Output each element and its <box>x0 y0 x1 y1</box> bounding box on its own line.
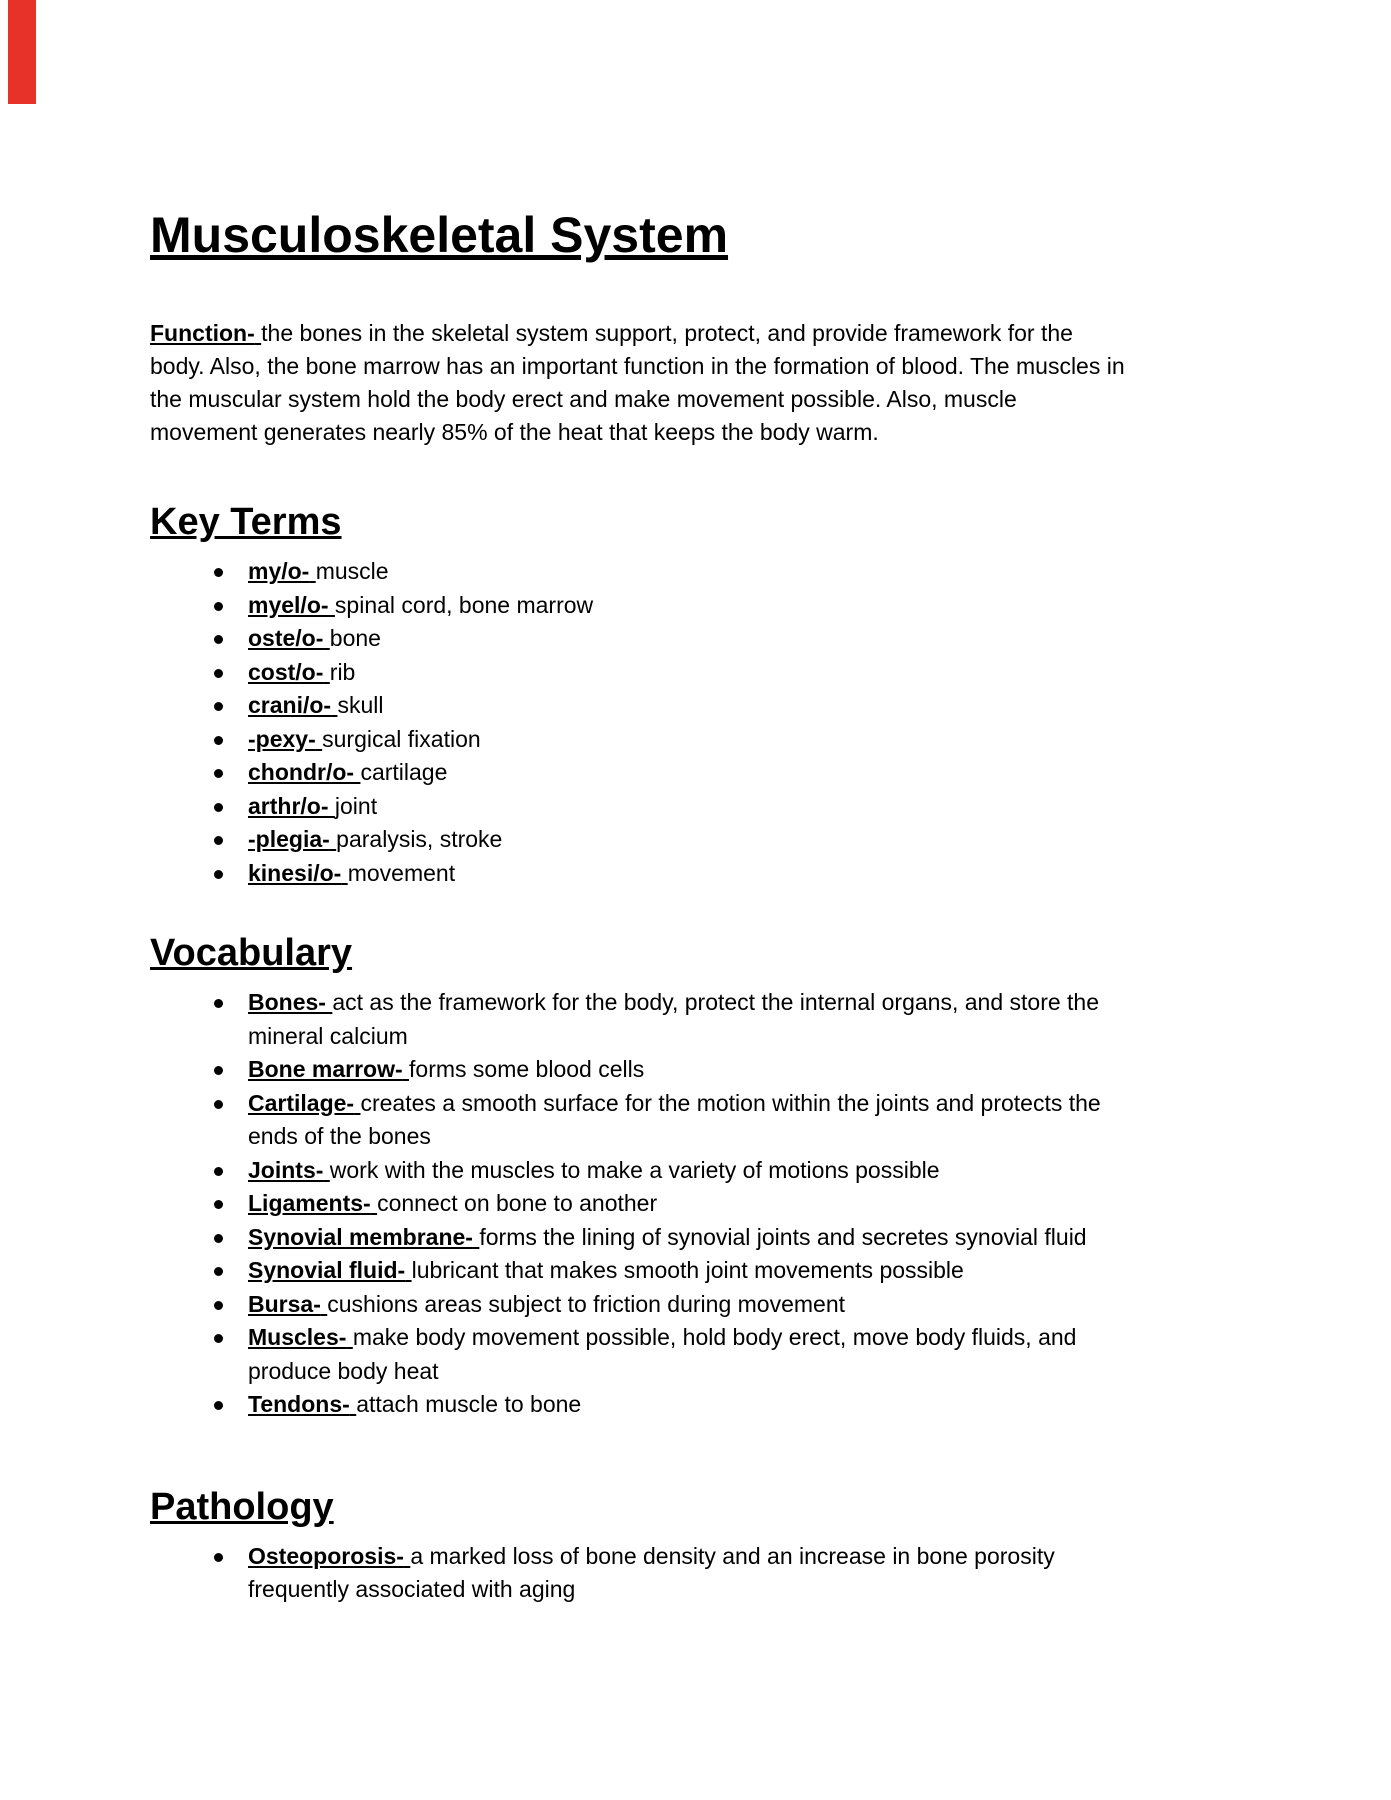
definition-text: surgical fixation <box>322 725 481 752</box>
definition-text: rib <box>329 658 356 685</box>
section <box>150 930 1361 1422</box>
term-label: Tendons- <box>248 1391 350 1417</box>
definition-text: make body movement possible, hold body erect, move body fluids, and <box>352 1324 1077 1350</box>
list-item <box>212 1540 1361 1607</box>
sections-container <box>150 499 1361 1607</box>
section <box>150 1484 1361 1607</box>
definition-text: cushions areas subject to friction during movement <box>327 1290 846 1317</box>
list-item <box>212 689 1361 723</box>
list-item <box>212 1288 1361 1322</box>
list-item <box>212 1254 1361 1288</box>
term-label: oste/o- <box>248 625 324 651</box>
list-item <box>212 1154 1361 1188</box>
list-item <box>212 1053 1361 1087</box>
definition-text: skull <box>337 692 384 718</box>
definition-text: movement <box>347 859 456 886</box>
definition-text: forms the lining of synovial joints and secretes synovial fluid <box>479 1223 1087 1250</box>
term-label: cost/o- <box>248 658 324 685</box>
definition-text: work with the muscles to make a variety of motions possible <box>329 1156 940 1183</box>
definition-text: joint <box>334 792 378 819</box>
list-item <box>212 756 1361 790</box>
list-item <box>212 857 1361 891</box>
definition-text: forms some blood cells <box>409 1056 645 1082</box>
term-list <box>212 986 1361 1422</box>
section <box>150 499 1361 890</box>
definition-text: frequently associated with aging <box>248 1576 576 1602</box>
term-label: kinesi/o- <box>248 859 342 886</box>
intro-line: the muscular system hold the body erect and make movement possible. Also, muscle <box>150 386 1017 412</box>
intro-paragraph <box>150 317 1361 449</box>
term-list <box>212 1540 1361 1607</box>
term-label: myel/o- <box>248 591 329 618</box>
list-item <box>212 1221 1361 1255</box>
definition-text: creates a smooth surface for the motion within the joints and protects the <box>360 1089 1101 1116</box>
list-item <box>212 622 1361 656</box>
section-heading: Pathology <box>150 1485 334 1528</box>
list-item <box>212 1388 1361 1422</box>
definition-text: connect on bone to another <box>377 1190 658 1216</box>
red-edge-artifact <box>8 0 36 104</box>
list-item <box>212 555 1361 589</box>
definition-text: lubricant that makes smooth joint movements possible <box>411 1257 964 1283</box>
definition-text: cartilage <box>360 759 448 785</box>
list-item <box>212 823 1361 857</box>
list-item <box>212 1187 1361 1221</box>
list-item <box>212 656 1361 690</box>
term-label: Ligaments- <box>248 1190 371 1216</box>
intro-label: Function- <box>150 320 255 346</box>
definition-text: bone <box>329 625 381 651</box>
list-item <box>212 790 1361 824</box>
term-label: Synovial fluid- <box>248 1257 406 1283</box>
term-label: Bones- <box>248 989 326 1015</box>
term-label: Bone marrow- <box>248 1056 403 1082</box>
term-label: Cartilage- <box>248 1089 355 1116</box>
intro-line: body. Also, the bone marrow has an important function in the formation of blood. The muscles in <box>150 353 1125 379</box>
term-label: -plegia- <box>248 826 330 852</box>
list-item <box>212 589 1361 623</box>
definition-text: spinal cord, bone marrow <box>334 591 594 618</box>
term-label: Osteoporosis- <box>248 1542 404 1569</box>
section-heading: Key Terms <box>150 501 342 543</box>
term-label: arthr/o- <box>248 792 329 819</box>
list-item <box>212 1087 1361 1154</box>
term-label: Muscles- <box>248 1324 347 1350</box>
term-label: -pexy- <box>248 725 316 752</box>
term-label: Joints- <box>248 1156 324 1183</box>
term-label: chondr/o- <box>248 759 355 785</box>
list-item <box>212 1321 1361 1388</box>
definition-text: mineral calcium <box>248 1022 408 1049</box>
page-title: Musculoskeletal System <box>150 207 729 263</box>
list-item <box>212 986 1361 1053</box>
definition-text: muscle <box>315 558 389 584</box>
definition-text: act as the framework for the body, protect the internal organs, and store the <box>332 989 1100 1015</box>
term-label: crani/o- <box>248 692 332 718</box>
term-label: Bursa- <box>248 1290 321 1317</box>
term-list <box>212 555 1361 890</box>
intro-line: movement generates nearly 85% of the heat that keeps the body warm. <box>150 419 879 445</box>
intro-line: the bones in the skeletal system support, protect, and provide framework for the <box>261 320 1073 346</box>
definition-text: produce body heat <box>248 1357 439 1384</box>
definition-text: attach muscle to bone <box>356 1391 582 1417</box>
definition-text: ends of the bones <box>248 1123 431 1149</box>
term-label: Synovial membrane- <box>248 1223 473 1250</box>
definition-text: paralysis, stroke <box>336 826 503 852</box>
list-item <box>212 723 1361 757</box>
term-label: my/o- <box>248 558 310 584</box>
definition-text: a marked loss of bone density and an increase in bone porosity <box>410 1542 1055 1569</box>
section-heading: Vocabulary <box>150 932 353 974</box>
